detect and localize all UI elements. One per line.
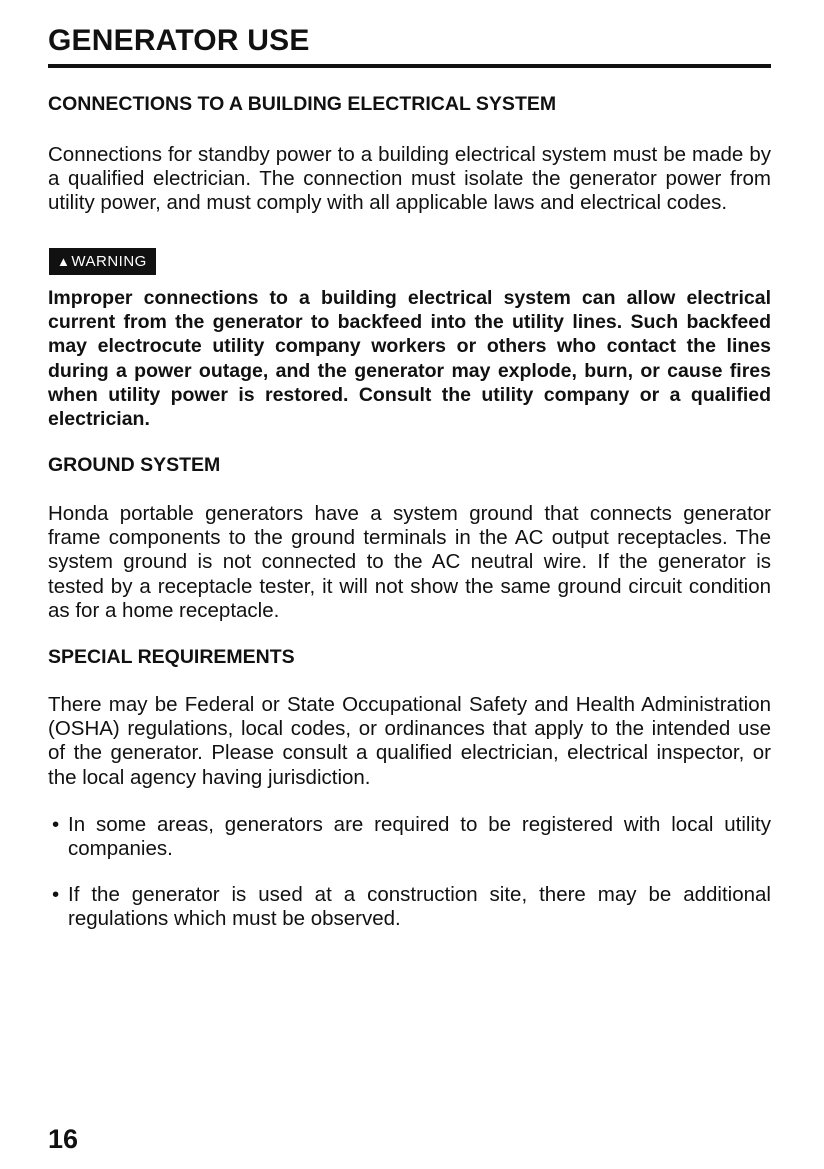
list-item-text: If the generator is used at a construction site, there may be additional regulations which must be observed. — [68, 883, 771, 931]
bullet-icon: • — [52, 813, 60, 836]
special-requirements-heading: SPECIAL REQUIREMENTS — [48, 646, 295, 668]
connections-heading: CONNECTIONS TO A BUILDING ELECTRICAL SYSTEM — [48, 93, 557, 115]
warning-badge — [49, 248, 156, 275]
warning-text: Improper connections to a building electrical system can allow electrical current from the generator to backfeed into the utility lines. Such backfeed may electrocute utility company workers or others who contact the lines during a power outage, and the generator may explode, burn, or cause fires when utility power is restored. Consult the utility company or a qualified electrician. — [48, 287, 771, 431]
warning-label: WARNING — [71, 253, 147, 270]
warning-triangle-icon: ▲ — [57, 254, 71, 269]
ground-system-paragraph: Honda portable generators have a system ground that connects generator frame components to the ground terminals in the AC output receptacles. The system ground is not connected to the AC neutral wire. If the generator is tested by a receptacle tester, it will not show the same ground circuit condition as for a home receptacle. — [48, 502, 771, 622]
ground-system-heading: GROUND SYSTEM — [48, 454, 221, 476]
special-requirements-paragraph: There may be Federal or State Occupational Safety and Health Administration (OSHA) regulations, local codes, or ordinances that apply to the intended use of the generator. Please consult a qualified electrician, electrical inspector, or the local agency having jurisdiction. — [48, 693, 771, 789]
page-number: 16 — [48, 1124, 79, 1154]
list-item — [48, 813, 771, 861]
title-rule — [48, 64, 771, 68]
bullet-icon: • — [52, 883, 60, 906]
list-item — [48, 883, 771, 931]
list-item-text: In some areas, generators are required to be registered with local utility companies. — [68, 813, 771, 861]
connections-paragraph: Connections for standby power to a building electrical system must be made by a qualified electrician. The connection must isolate the generator power from utility power, and must comply with all applicable laws and electrical codes. — [48, 143, 771, 215]
page-title: GENERATOR USE — [48, 24, 310, 57]
